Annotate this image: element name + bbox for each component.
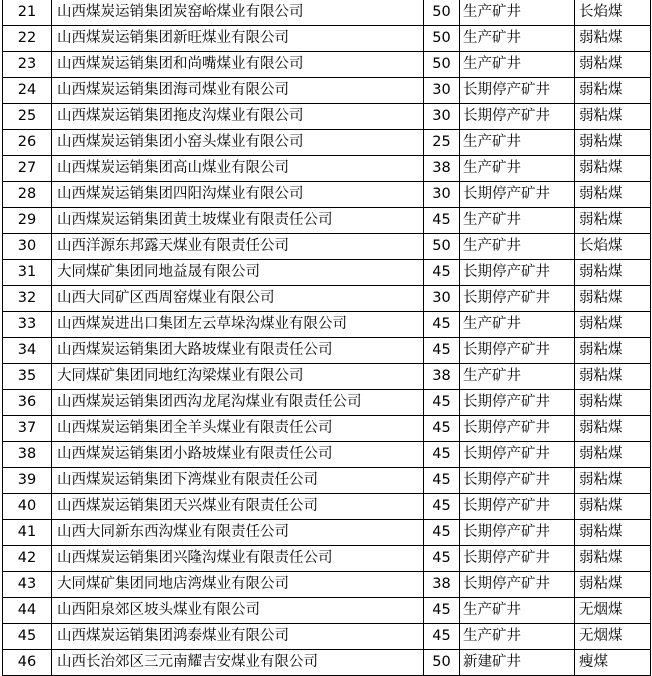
coal-type-cell: 弱粘煤 [575, 416, 651, 442]
company-name-cell: 大同煤矿集团同地店湾煤业有限公司 [52, 572, 424, 598]
row-number-cell: 28 [3, 182, 52, 208]
table-row [3, 312, 651, 338]
table-row [3, 52, 651, 78]
company-name-cell: 山西煤炭运销集团炭窑峪煤业有限公司 [52, 0, 424, 26]
company-name-cell: 山西煤炭运销集团全羊头煤业有限责任公司 [52, 416, 424, 442]
row-number-cell: 36 [3, 390, 52, 416]
mine-status-cell: 生产矿井 [460, 0, 575, 26]
company-name-cell: 山西洋源东邦露天煤业有限责任公司 [52, 234, 424, 260]
company-name-cell: 山西阳泉郊区坡头煤业有限公司 [52, 598, 424, 624]
row-number-cell: 43 [3, 572, 52, 598]
mine-status-cell: 长期停产矿井 [460, 494, 575, 520]
capacity-cell: 50 [424, 26, 460, 52]
capacity-cell: 45 [424, 520, 460, 546]
company-name-cell: 山西煤炭运销集团高山煤业有限公司 [52, 156, 424, 182]
capacity-cell: 45 [424, 546, 460, 572]
company-name-cell: 山西煤炭运销集团鸿泰煤业有限公司 [52, 624, 424, 650]
coal-type-cell: 弱粘煤 [575, 104, 651, 130]
table-row [3, 156, 651, 182]
table-row [3, 260, 651, 286]
company-name-cell: 山西煤炭运销集团小路坡煤业有限责任公司 [52, 442, 424, 468]
coal-type-cell: 弱粘煤 [575, 338, 651, 364]
table-row [3, 390, 651, 416]
row-number-cell: 31 [3, 260, 52, 286]
mine-status-cell: 长期停产矿井 [460, 572, 575, 598]
capacity-cell: 50 [424, 650, 460, 676]
row-number-cell: 21 [3, 0, 52, 26]
mine-status-cell: 长期停产矿井 [460, 260, 575, 286]
table-row [3, 130, 651, 156]
company-name-cell: 山西煤炭运销集团四阳沟煤业有限公司 [52, 182, 424, 208]
table-row [3, 416, 651, 442]
company-name-cell: 山西煤炭进出口集团左云草垛沟煤业有限公司 [52, 312, 424, 338]
table-row [3, 494, 651, 520]
coal-type-cell: 长焰煤 [575, 234, 651, 260]
row-number-cell: 29 [3, 208, 52, 234]
company-name-cell: 山西煤炭运销集团天兴煤业有限责任公司 [52, 494, 424, 520]
capacity-cell: 30 [424, 78, 460, 104]
company-name-cell: 大同煤矿集团同地红沟梁煤业有限公司 [52, 364, 424, 390]
capacity-cell: 45 [424, 390, 460, 416]
coal-type-cell: 弱粘煤 [575, 494, 651, 520]
capacity-cell: 45 [424, 624, 460, 650]
table-row [3, 598, 651, 624]
capacity-cell: 45 [424, 494, 460, 520]
coal-type-cell: 弱粘煤 [575, 208, 651, 234]
mine-status-cell: 长期停产矿井 [460, 546, 575, 572]
coal-type-cell: 弱粘煤 [575, 52, 651, 78]
mine-status-cell: 长期停产矿井 [460, 442, 575, 468]
company-name-cell: 山西煤炭运销集团拖皮沟煤业有限公司 [52, 104, 424, 130]
row-number-cell: 26 [3, 130, 52, 156]
row-number-cell: 32 [3, 286, 52, 312]
mine-status-cell: 长期停产矿井 [460, 468, 575, 494]
coal-type-cell: 弱粘煤 [575, 390, 651, 416]
capacity-cell: 45 [424, 598, 460, 624]
row-number-cell: 35 [3, 364, 52, 390]
capacity-cell: 45 [424, 208, 460, 234]
table-row [3, 546, 651, 572]
mine-status-cell: 生产矿井 [460, 234, 575, 260]
table-row [3, 26, 651, 52]
capacity-cell: 30 [424, 182, 460, 208]
table-row [3, 234, 651, 260]
capacity-cell: 38 [424, 572, 460, 598]
mine-status-cell: 生产矿井 [460, 130, 575, 156]
capacity-cell: 45 [424, 416, 460, 442]
coal-type-cell: 弱粘煤 [575, 468, 651, 494]
coal-type-cell: 弱粘煤 [575, 156, 651, 182]
coal-type-cell: 弱粘煤 [575, 286, 651, 312]
row-number-cell: 23 [3, 52, 52, 78]
coal-type-cell: 弱粘煤 [575, 182, 651, 208]
row-number-cell: 46 [3, 650, 52, 676]
table-row [3, 572, 651, 598]
mine-status-cell: 生产矿井 [460, 208, 575, 234]
company-name-cell: 山西煤炭运销集团兴隆沟煤业有限责任公司 [52, 546, 424, 572]
row-number-cell: 30 [3, 234, 52, 260]
row-number-cell: 33 [3, 312, 52, 338]
capacity-cell: 38 [424, 156, 460, 182]
capacity-cell: 50 [424, 52, 460, 78]
table-row [3, 78, 651, 104]
capacity-cell: 50 [424, 0, 460, 26]
row-number-cell: 41 [3, 520, 52, 546]
coal-type-cell: 弱粘煤 [575, 520, 651, 546]
company-name-cell: 山西煤炭运销集团小窑头煤业有限公司 [52, 130, 424, 156]
table-row [3, 364, 651, 390]
mine-status-cell: 长期停产矿井 [460, 182, 575, 208]
table-row [3, 286, 651, 312]
table-body [3, 0, 651, 676]
coal-type-cell: 无烟煤 [575, 598, 651, 624]
company-name-cell: 山西煤炭运销集团下湾煤业有限责任公司 [52, 468, 424, 494]
company-name-cell: 山西煤炭运销集团大路坡煤业有限责任公司 [52, 338, 424, 364]
coal-type-cell: 弱粘煤 [575, 364, 651, 390]
row-number-cell: 37 [3, 416, 52, 442]
table-row [3, 650, 651, 676]
company-name-cell: 大同煤矿集团同地益晟有限公司 [52, 260, 424, 286]
mine-status-cell: 长期停产矿井 [460, 520, 575, 546]
row-number-cell: 34 [3, 338, 52, 364]
capacity-cell: 45 [424, 260, 460, 286]
mine-status-cell: 生产矿井 [460, 52, 575, 78]
capacity-cell: 38 [424, 364, 460, 390]
company-name-cell: 山西煤炭运销集团新旺煤业有限公司 [52, 26, 424, 52]
coal-type-cell: 弱粘煤 [575, 312, 651, 338]
mine-status-cell: 生产矿井 [460, 26, 575, 52]
row-number-cell: 38 [3, 442, 52, 468]
mine-status-cell: 生产矿井 [460, 598, 575, 624]
row-number-cell: 39 [3, 468, 52, 494]
capacity-cell: 25 [424, 130, 460, 156]
coal-type-cell: 弱粘煤 [575, 572, 651, 598]
mine-status-cell: 生产矿井 [460, 624, 575, 650]
company-name-cell: 山西煤炭运销集团和尚嘴煤业有限公司 [52, 52, 424, 78]
coal-type-cell: 弱粘煤 [575, 130, 651, 156]
table-row [3, 104, 651, 130]
table-row [3, 338, 651, 364]
mine-status-cell: 长期停产矿井 [460, 390, 575, 416]
row-number-cell: 42 [3, 546, 52, 572]
company-name-cell: 山西大同矿区西周窑煤业有限公司 [52, 286, 424, 312]
mine-status-cell: 长期停产矿井 [460, 104, 575, 130]
row-number-cell: 27 [3, 156, 52, 182]
row-number-cell: 22 [3, 26, 52, 52]
capacity-cell: 45 [424, 312, 460, 338]
row-number-cell: 40 [3, 494, 52, 520]
mine-status-cell: 新建矿井 [460, 650, 575, 676]
company-name-cell: 山西煤炭运销集团黄土坡煤业有限责任公司 [52, 208, 424, 234]
table-row [3, 624, 651, 650]
capacity-cell: 30 [424, 104, 460, 130]
row-number-cell: 45 [3, 624, 52, 650]
mine-status-cell: 长期停产矿井 [460, 338, 575, 364]
mine-list-table [2, 0, 651, 676]
table-row [3, 442, 651, 468]
table-row [3, 0, 651, 26]
mine-status-cell: 生产矿井 [460, 156, 575, 182]
coal-type-cell: 弱粘煤 [575, 546, 651, 572]
mine-status-cell: 生产矿井 [460, 364, 575, 390]
mine-status-cell: 生产矿井 [460, 312, 575, 338]
mine-status-cell: 长期停产矿井 [460, 78, 575, 104]
company-name-cell: 山西大同新东西沟煤业有限责任公司 [52, 520, 424, 546]
company-name-cell: 山西长治郊区三元南耀吉安煤业有限公司 [52, 650, 424, 676]
row-number-cell: 24 [3, 78, 52, 104]
coal-type-cell: 弱粘煤 [575, 260, 651, 286]
coal-type-cell: 长焰煤 [575, 0, 651, 26]
coal-type-cell: 弱粘煤 [575, 26, 651, 52]
table-row [3, 182, 651, 208]
company-name-cell: 山西煤炭运销集团西沟龙尾沟煤业有限责任公司 [52, 390, 424, 416]
capacity-cell: 45 [424, 442, 460, 468]
capacity-cell: 50 [424, 234, 460, 260]
row-number-cell: 44 [3, 598, 52, 624]
coal-type-cell: 无烟煤 [575, 624, 651, 650]
table-row [3, 208, 651, 234]
capacity-cell: 30 [424, 286, 460, 312]
coal-type-cell: 瘦煤 [575, 650, 651, 676]
row-number-cell: 25 [3, 104, 52, 130]
mine-status-cell: 长期停产矿井 [460, 286, 575, 312]
capacity-cell: 45 [424, 468, 460, 494]
mine-status-cell: 长期停产矿井 [460, 416, 575, 442]
capacity-cell: 45 [424, 338, 460, 364]
table-row [3, 468, 651, 494]
company-name-cell: 山西煤炭运销集团海司煤业有限公司 [52, 78, 424, 104]
coal-type-cell: 弱粘煤 [575, 78, 651, 104]
coal-type-cell: 弱粘煤 [575, 442, 651, 468]
table-row [3, 520, 651, 546]
